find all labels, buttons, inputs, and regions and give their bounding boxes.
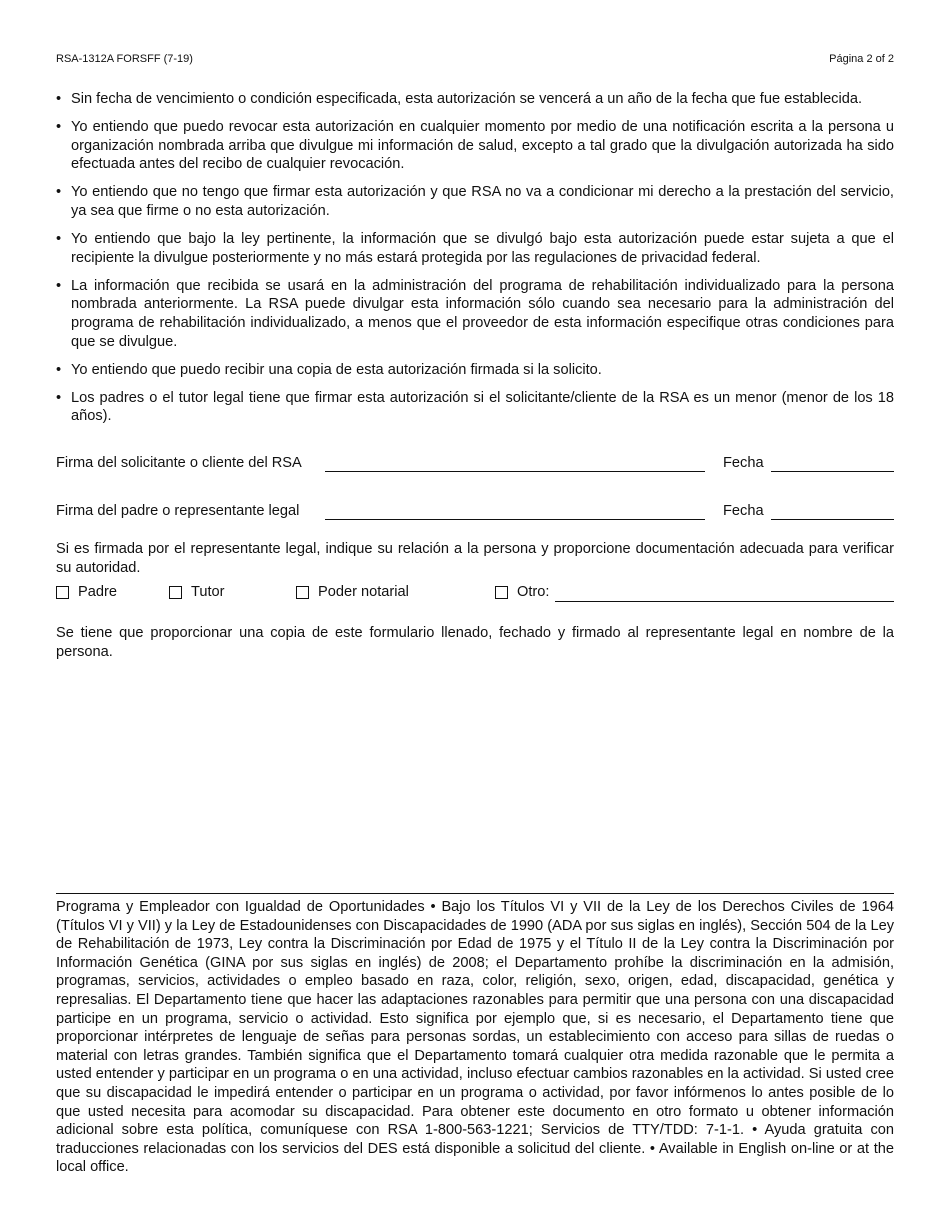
list-item	[56, 230, 894, 267]
otro-text-field[interactable]	[555, 601, 894, 602]
applicant-date-field[interactable]	[771, 470, 894, 472]
bullet-icon: •	[56, 231, 62, 248]
relation-options	[56, 584, 894, 606]
padre-checkbox[interactable]	[56, 586, 69, 599]
relation-instructions: Si es firmada por el representante legal, indique su relación a la persona y proporcione documentación adecuada para verificar su autoridad.	[56, 541, 894, 576]
terms-list	[56, 90, 894, 435]
bullet-icon: •	[56, 361, 62, 378]
list-item-text: Sin fecha de vencimiento o condición especificada, esta autorización se vencerá a un año de la fecha que fue establecida.	[71, 91, 863, 107]
parent-signature-row	[56, 500, 894, 522]
list-item-text: Los padres o el tutor legal tiene que firmar esta autorización si el solicitante/cliente de la RSA es un menor (menor de los 18 años).	[71, 389, 894, 425]
parent-date-label: Fecha	[723, 503, 764, 519]
applicant-signature-field[interactable]	[325, 470, 705, 472]
list-item-text: Yo entiendo que bajo la ley pertinente, la información que se divulgó bajo esta autorización puede estar sujeta a que el recipiente la divulgue posteriormente y no más estará protegida por las regulaciones de privacidad federal.	[71, 231, 894, 266]
bullet-icon: •	[56, 91, 62, 107]
applicant-signature-label: Firma del solicitante o cliente del RSA	[56, 455, 302, 471]
list-item-text: Yo entiendo que no tengo que firmar esta autorización y que RSA no va a condicionar mi derecho a la prestación del servicio, ya sea que firme o no esta autorización.	[71, 184, 894, 219]
footer-divider	[56, 893, 894, 894]
list-item	[56, 277, 894, 351]
list-item	[56, 183, 894, 220]
applicant-date-label: Fecha	[723, 455, 764, 471]
padre-option[interactable]	[56, 584, 117, 600]
parent-signature-label: Firma del padre o representante legal	[56, 503, 300, 519]
tutor-label: Tutor	[191, 584, 225, 600]
bullet-icon: •	[56, 277, 62, 294]
bullet-icon: •	[56, 119, 62, 136]
tutor-option[interactable]	[169, 584, 225, 600]
list-item	[56, 389, 894, 426]
poder-notarial-checkbox[interactable]	[296, 586, 309, 599]
otro-option[interactable]	[495, 584, 549, 600]
tutor-checkbox[interactable]	[169, 586, 182, 599]
parent-date-field[interactable]	[771, 518, 894, 520]
list-item	[56, 90, 894, 109]
list-item-text: La información que recibida se usará en la administración del programa de rehabilitación individualizado para la persona nombrada anteriormente. La RSA puede divulgar esta información sólo cuando sea necesario para la administración del programa de rehabilitación individualizado, a menos que el proveedor de esta información especifique otras condiciones para que se divulgue.	[71, 277, 894, 350]
applicant-signature-row	[56, 452, 894, 474]
list-item	[56, 361, 894, 380]
otro-label: Otro:	[517, 584, 550, 600]
otro-checkbox[interactable]	[495, 586, 508, 599]
list-item-text: Yo entiendo que puedo revocar esta autorización en cualquier momento por medio de una notificación escrita a la persona u organización nombrada arriba que divulgue mi información de salud, excepto a tal grado que la divulgación autorizada ha sido efectuada antes del recibo de cualquier revocación.	[71, 119, 894, 173]
poder-notarial-label: Poder notarial	[318, 584, 409, 600]
list-item-text: Yo entiendo que puedo recibir una copia de esta autorización firmada si la solicito.	[71, 361, 602, 378]
footer-notice: Programa y Empleador con Igualdad de Oportunidades • Bajo los Títulos VI y VII de la Ley de los Derechos Civiles de 1964 (Títulos VI y VII) y la Ley de Estadounidenses con Discapacidades de 1990 (ADA por sus siglas en inglés), Sección 504 de la Ley de Rehabilitación de 1973, Ley contra la Discriminación por Edad de 1975 y el Título II de la Ley contra la Discriminación por Información Genética (GINA por sus siglas en inglés) de 2008; el Departamento prohíbe la discriminación en la admisión, programas, servicios, actividades o empleo basado en raza, color, religión, sexo, origen, edad, discapacidad, genética y represalias. El Departamento tiene que hacer las adaptaciones razonables para permitir que una persona con una discapacidad participe en un programa, servicio o actividad. Esto significa por ejemplo que, si es necesario, el Departamento tiene que proporcionar intérpretes de lenguaje de señas para personas sordas, un establecimiento con acceso para sillas de ruedas o material con letras grandes. También significa que el Departamento tomará cualquier otra medida razonable que le permita a usted entender y participar en un programa o en una actividad, incluso efectuar cambios razonables en la actividad. Si usted cree que su discapacidad le impedirá entender o participar en un programa o actividad, por favor infórmenos lo antes posible de lo que usted necesita para acomodar su discapacidad. Para obtener este documento en otro formato u obtener información adicional sobre esta política, comuníquese con RSA 1-800-563-1221; Servicios de TTY/TDD: 7-1-1. • Ayuda gratuita con traducciones relacionadas con los servicios del DES está disponible a solicitud del cliente. • Available in English on-line or at the local office.	[56, 899, 894, 1176]
bullet-icon: •	[56, 184, 62, 201]
parent-signature-field[interactable]	[325, 518, 705, 520]
list-item	[56, 118, 894, 174]
poder-notarial-option[interactable]	[296, 584, 409, 600]
padre-label: Padre	[78, 584, 117, 600]
copy-notice: Se tiene que proporcionar una copia de este formulario llenado, fechado y firmado al representante legal en nombre de la persona.	[56, 625, 894, 660]
bullet-icon: •	[56, 389, 62, 406]
page-number: Página 2 of 2	[829, 53, 894, 65]
form-id: RSA-1312A FORSFF (7-19)	[56, 53, 193, 65]
